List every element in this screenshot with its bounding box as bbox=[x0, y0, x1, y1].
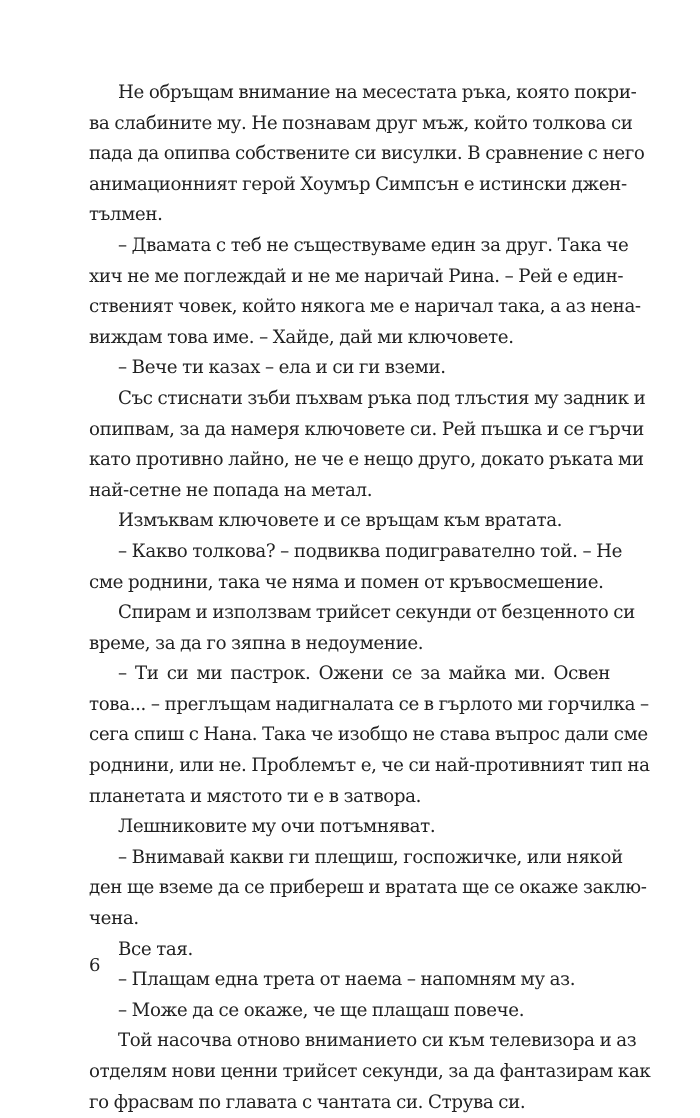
text-line: сега спиш с Нана. Така че изобщо не става въпрос дали сме bbox=[89, 724, 648, 746]
paragraph bbox=[89, 598, 635, 659]
paragraph bbox=[89, 506, 610, 537]
text-line: време, за да го зяпна в недоумение. bbox=[89, 632, 424, 654]
text-line: анимационният герой Хоумър Симпсън е истински джен- bbox=[89, 173, 627, 195]
text-line: ва слабините му. Не познавам друг мъж, който толкова си bbox=[89, 112, 633, 134]
paragraph bbox=[89, 537, 623, 598]
paragraph bbox=[89, 935, 610, 966]
text-line: – Внимавай какви ги плещиш, госпожичке, или някой bbox=[118, 846, 623, 868]
text-line: Със стиснати зъби пъхвам ръка под тлъстия му задник и bbox=[118, 387, 646, 409]
paragraph bbox=[89, 384, 646, 506]
text-line: опипвам, за да намеря ключовете си. Рей пъшка и се гърчи bbox=[89, 418, 644, 440]
text-line: Лешниковите му очи потъмняват. bbox=[118, 816, 436, 838]
paragraph bbox=[89, 1026, 651, 1118]
text-line: като противно лайно, не че е нещо друго, докато ръката ми bbox=[89, 449, 644, 471]
paragraph bbox=[89, 78, 645, 231]
text-line: – Какво толкова? – подвиква подигравателно той. – Не bbox=[118, 540, 623, 562]
page-number: 6 bbox=[89, 955, 101, 976]
text-line: това... – преглъщам надигналата се в гърлото ми горчилка – bbox=[89, 693, 649, 715]
text-line: сме роднини, така че няма и помен от кръвосмешение. bbox=[89, 571, 604, 593]
paragraph bbox=[89, 965, 610, 996]
text-line: – Ти си ми пастрок. Ожени се за майка ми. Освен bbox=[118, 663, 610, 685]
text-line: – Плащам една трета от наема – напомням му аз. bbox=[118, 969, 576, 991]
text-line: хич не ме поглеждай и не ме наричай Рина. – Рей е един- bbox=[89, 265, 624, 287]
paragraph bbox=[89, 231, 641, 353]
text-line: го фрасвам по главата с чантата си. Струва си. bbox=[89, 1091, 526, 1113]
text-line: виждам това име. – Хайде, дай ми ключовете. bbox=[89, 326, 514, 348]
text-line: Все тая. bbox=[118, 938, 193, 960]
text-line: пада да опипва собствените си висулки. В сравнение с него bbox=[89, 143, 645, 165]
text-line: Измъквам ключовете и се връщам към вратата. bbox=[118, 510, 563, 532]
text-line: Спирам и използвам трийсет секунди от безценното си bbox=[118, 602, 635, 624]
paragraph bbox=[89, 812, 610, 843]
text-line: Не обръщам внимание на месестата ръка, която покри- bbox=[118, 82, 637, 103]
paragraph bbox=[89, 843, 647, 935]
text-line: – Двамата с теб не съществуваме един за друг. Така че bbox=[118, 234, 629, 256]
text-line: чена. bbox=[89, 908, 139, 930]
text-line: планетата и мястото ти е в затвора. bbox=[89, 785, 422, 807]
text-line: най-сетне не попада на метал. bbox=[89, 479, 373, 501]
text-line: Той насочва отново вниманието си към телевизора и аз bbox=[118, 1030, 637, 1052]
text-line: – Вече ти казах – ела и си ги вземи. bbox=[118, 357, 446, 379]
text-line: тълмен. bbox=[89, 204, 163, 226]
page-body-text bbox=[89, 78, 651, 1118]
paragraph bbox=[89, 353, 610, 384]
text-line: отделям нови ценни трийсет секунди, за да фантазирам как bbox=[89, 1061, 651, 1082]
text-line: ден ще вземе да се прибереш и вратата ще се окаже заклю- bbox=[89, 877, 647, 899]
text-line: роднини, или не. Проблемът е, че си най-противният тип на bbox=[89, 755, 650, 777]
paragraph bbox=[89, 996, 610, 1027]
paragraph bbox=[89, 659, 650, 812]
text-line: ственият човек, който някога ме е наричал така, а аз нена- bbox=[89, 296, 641, 318]
text-line: – Може да се окаже, че ще плащаш повече. bbox=[118, 999, 525, 1021]
